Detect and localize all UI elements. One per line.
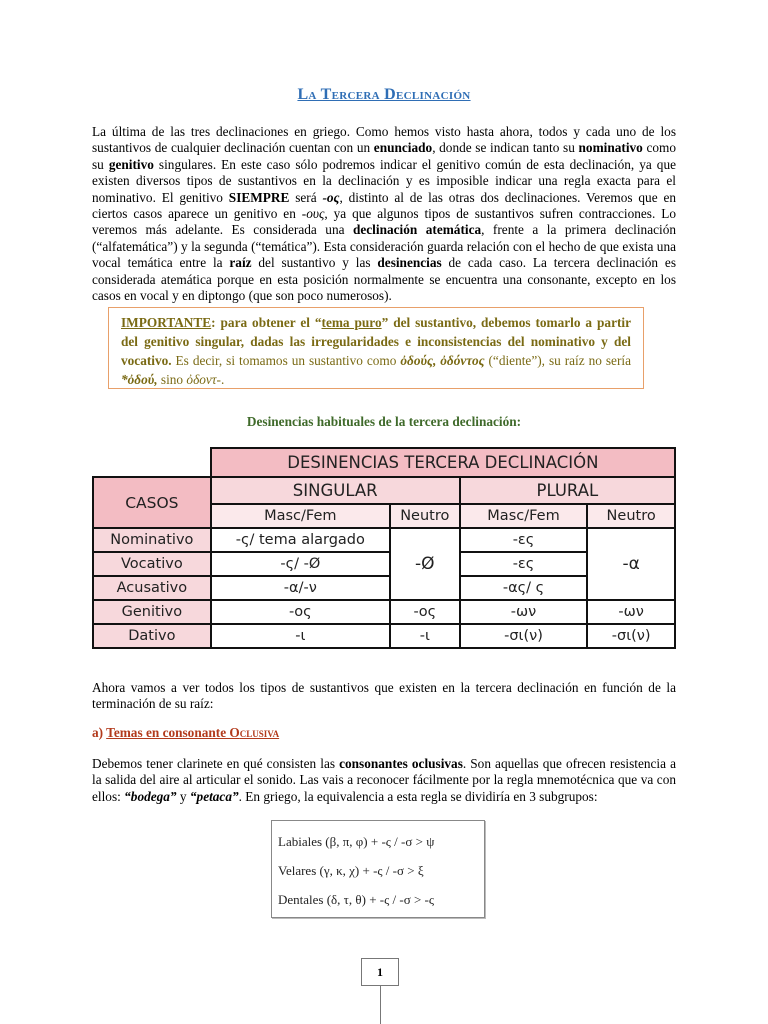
para3-run: “petaca” xyxy=(189,788,239,804)
intro-run: singulares. En este caso sólo podremos indicar el genitivo común de esta declinación, ya que existen diversos tipos de sustantivos en la declinación y es imposible indicar una regla exacta para el nominativo. El genitivo xyxy=(92,156,676,205)
para3-run: “bodega” xyxy=(124,788,177,804)
important-text-4: (“diente”), su raíz no sería xyxy=(484,353,631,368)
ending-cell: -ας/ ς xyxy=(460,576,588,600)
page-number: 1 xyxy=(361,958,399,986)
intro-run: genitivo xyxy=(108,156,154,172)
ending-cell: -ι xyxy=(390,624,460,648)
important-text-1: : para obtener el “ xyxy=(211,315,322,330)
ending-cell: -ς/ -Ø xyxy=(211,552,390,576)
sg-neutro-merged-cell: -Ø xyxy=(390,528,460,600)
intro-run: desinencias xyxy=(377,255,442,271)
intro-run: nominativo xyxy=(578,140,643,156)
important-text-2: ” del sustantivo, debemos tomarlo a partir del genitivo singular, dadas las irregularidades e inconsistencias del nominativo y del vocativo. xyxy=(121,315,631,368)
declension-table xyxy=(92,447,676,649)
ending-cell: -σι(ν) xyxy=(587,624,675,648)
ending-cell: -ος xyxy=(211,600,390,624)
para3-run: y xyxy=(176,788,190,804)
page-number-line xyxy=(380,986,381,1024)
intro-run: , distinto al de las otras dos declinaciones. Veremos que en ciertos casos aparece un genitivo en xyxy=(92,189,676,222)
intro-run: raíz xyxy=(229,255,252,271)
para3-run: . En griego, la equivalencia a esta regla se dividiría en 3 subgrupos: xyxy=(238,788,598,804)
important-text-5: sino xyxy=(157,372,187,387)
plural-header: PLURAL xyxy=(460,477,675,504)
intro-paragraph xyxy=(92,124,676,304)
important-word-2: *ὀδού, xyxy=(121,372,158,387)
pl-neutro-merged-cell: -α xyxy=(587,528,675,600)
case-label: Nominativo xyxy=(93,528,211,552)
important-word-1: ὀδούς, ὀδόντος xyxy=(400,353,485,368)
important-text-3: Es decir, si tomamos un sustantivo como xyxy=(171,353,401,368)
sg-neutro-header: Neutro xyxy=(390,504,460,528)
intro-run: enunciado xyxy=(373,140,433,156)
oclusivas-paragraph xyxy=(92,756,676,805)
para3-run: consonantes oclusivas xyxy=(339,756,463,771)
section-a-prefix: a) xyxy=(92,725,107,740)
sg-mascfem-header: Masc/Fem xyxy=(211,504,390,528)
table-subheading: Desinencias habituales de la tercera declinación: xyxy=(246,414,522,429)
section-a-heading xyxy=(92,725,279,741)
para3-run: Debemos tener clarinete en qué consisten las xyxy=(92,756,340,771)
intro-run: La última de las tres declinaciones en griego. Como hemos visto hasta ahora, todos y cada uno de los sustantivos de cualquier declinación cuentan con un xyxy=(92,124,676,156)
case-label: Genitivo xyxy=(93,600,211,624)
case-label: Dativo xyxy=(93,624,211,648)
page-title: La Tercera Declinación xyxy=(297,86,471,103)
rule-dentales: Dentales (δ, τ, θ) + -ς / -σ > -ς xyxy=(278,892,435,907)
important-word-3: ὀδοντ- xyxy=(186,372,221,387)
section-a-title xyxy=(106,725,279,740)
intro-run: del sustantivo y las xyxy=(251,255,378,271)
section-a-title-main: Temas en consonante O xyxy=(106,725,240,740)
intro-run: -ους xyxy=(301,206,325,222)
table-empty-corner xyxy=(93,448,211,477)
ending-cell: -ος xyxy=(390,600,460,624)
intro-run: , frente a la primera declinación (“alfatemática”) y la segunda (“temática”). Esta consideración guarda relación con el hecho de que exista una vocal temática entre la xyxy=(92,222,676,271)
table-title: DESINENCIAS TERCERA DECLINACIÓN xyxy=(211,448,675,477)
case-label: Acusativo xyxy=(93,576,211,600)
ending-cell: -ς/ tema alargado xyxy=(211,528,390,552)
root-types-paragraph: Ahora vamos a ver todos los tipos de sustantivos que existen en la tercera declinación en función de la terminación de su raíz: xyxy=(92,680,676,712)
ending-cell: -ων xyxy=(587,600,675,624)
para3-run: . Son aquellas que ofrecen resistencia a la salida del aire al articular el sonido. Las vais a reconocer fácilmente por la regla mnemotécnica que va con ellos: xyxy=(92,756,676,804)
ending-cell: -ι xyxy=(211,624,390,648)
oclusivas-rules-box xyxy=(271,820,485,918)
rule-velares: Velares (γ, κ, χ) + -ς / -σ > ξ xyxy=(278,863,424,878)
intro-run: , donde se indican tanto su xyxy=(432,140,579,156)
section-a-title-smallcaps: clusiva xyxy=(239,725,280,740)
important-text-6: . xyxy=(221,372,225,387)
pl-mascfem-header: Masc/Fem xyxy=(460,504,588,528)
intro-run: como su xyxy=(92,140,677,172)
intro-run: será xyxy=(289,189,323,205)
important-note-box xyxy=(108,307,644,389)
intro-run: de cada caso. La tercera declinación es considerada atemática porque en esta posición normalmente se encuentra una consonante, excepto en los casos en vocal y en diptongo (que son poco numerosos). xyxy=(92,255,677,304)
intro-run: -ος xyxy=(322,189,340,205)
important-tema-puro: tema puro xyxy=(321,315,382,330)
important-label: IMPORTANTE xyxy=(121,315,212,330)
ending-cell: -σι(ν) xyxy=(460,624,588,648)
ending-cell: -α/-ν xyxy=(211,576,390,600)
rule-labiales: Labiales (β, π, φ) + -ς / -σ > ψ xyxy=(278,834,435,849)
intro-run: declinación atemática xyxy=(352,222,482,238)
case-label: Vocativo xyxy=(93,552,211,576)
ending-cell: -ες xyxy=(460,528,588,552)
pl-neutro-header: Neutro xyxy=(587,504,675,528)
casos-header: CASOS xyxy=(93,477,211,528)
intro-run: SIEMPRE xyxy=(228,189,290,205)
ending-cell: -ων xyxy=(460,600,588,624)
singular-header: SINGULAR xyxy=(211,477,460,504)
ending-cell: -ες xyxy=(460,552,588,576)
intro-run: , ya que algunos tipos de sustantivos sufren contracciones. Lo veremos más adelante. Es considerada una xyxy=(92,206,676,238)
